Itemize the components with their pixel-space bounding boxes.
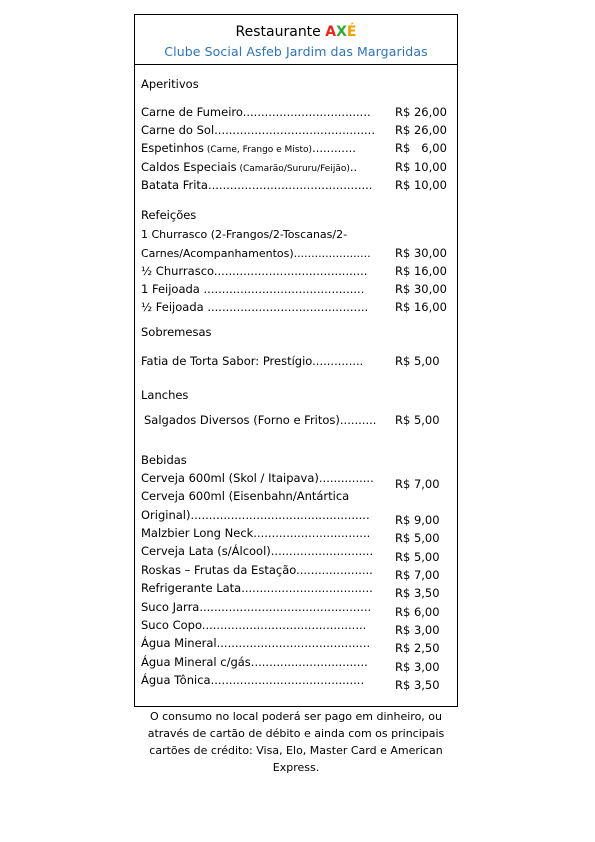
menu-item-price: R$ 30,00: [395, 282, 447, 296]
menu-item-label: Caldos Especiais: [141, 160, 237, 174]
section-title-sobremesas: Sobremesas: [141, 325, 212, 339]
section-title-bebidas: Bebidas: [141, 453, 187, 467]
menu-item-price: R$ 3,50: [395, 586, 440, 600]
payment-note-line: Express.: [272, 761, 320, 774]
menu-item-name: Suco Jarra...............................................: [141, 600, 372, 614]
menu-item-price: R$ 9,00: [395, 513, 440, 527]
menu-item-name: 1 Feijoada ............................................: [141, 282, 365, 296]
menu-item-name: Suco Copo.............................................: [141, 618, 367, 632]
menu-item-detail: (Camarão/Sururu/Feijão): [236, 164, 350, 174]
menu-item-price: R$ 10,00: [395, 160, 447, 174]
menu-item-name: Água Mineral c/gás................................: [141, 655, 368, 669]
menu-item-price: R$ 3,50: [395, 678, 440, 692]
menu-item-name-cont: Original).................................................: [141, 508, 370, 522]
menu-item-price: R$ 3,00: [395, 623, 440, 637]
menu-item-name: [141, 160, 357, 177]
menu-item-price: R$ 26,00: [395, 123, 447, 137]
logo-letter-x: X: [336, 24, 347, 40]
menu-item-name: [141, 141, 356, 158]
menu-item-label: Espetinhos: [141, 141, 204, 155]
menu-item-name: Fatia de Torta Sabor: Prestígio..............: [141, 354, 364, 368]
menu-item-price: R$ 7,00: [395, 477, 440, 491]
menu-box: [134, 14, 458, 707]
menu-item-dots: ..: [349, 160, 358, 174]
menu-item-price: R$ 3,00: [395, 660, 440, 674]
menu-item-price: R$ 16,00: [395, 264, 447, 278]
menu-item-price: R$ 30,00: [395, 246, 447, 260]
menu-item-price: R$ 5,00: [395, 550, 440, 564]
menu-item-name: Batata Frita.............................................: [141, 178, 373, 192]
section-title-lanches: Lanches: [141, 388, 189, 402]
menu-item-name: Água Tônica..........................................: [141, 673, 365, 687]
menu-item-name: ½ Churrasco..........................................: [141, 264, 368, 278]
title-text: Restaurante: [235, 24, 326, 40]
menu-item-price: R$ 5,00: [395, 354, 440, 368]
menu-item-price: R$ 6,00: [395, 141, 447, 155]
menu-item-name: Salgados Diversos (Forno e Fritos)..........: [144, 413, 377, 427]
menu-item-name: Roskas – Frutas da Estação.....................: [141, 563, 373, 577]
menu-item-price: R$ 16,00: [395, 300, 447, 314]
section-title-refeicoes: Refeições: [141, 208, 197, 222]
menu-item-name-cont: Carnes/Acompanhamentos)......................: [141, 247, 371, 260]
menu-item-price: R$ 6,00: [395, 605, 440, 619]
menu-item-dots: ............: [312, 141, 356, 155]
axe-logo: [325, 24, 356, 40]
menu-item-price: R$ 2,50: [395, 641, 440, 655]
menu-item-price: R$ 26,00: [395, 105, 447, 119]
payment-note-line: O consumo no local poderá ser pago em dinheiro, ou: [149, 710, 443, 723]
menu-item-price: R$ 10,00: [395, 178, 447, 192]
menu-item-name: Cerveja 600ml (Eisenbahn/Antártica: [141, 489, 350, 503]
section-title-aperitivos: Aperitivos: [141, 77, 199, 91]
menu-item-name: 1 Churrasco (2-Frangos/2-Toscanas/2-: [141, 228, 348, 241]
menu-item-name: Cerveja 600ml (Skol / Itaipava)...............: [141, 471, 374, 485]
page-subtitle: Clube Social Asfeb Jardim das Margaridas: [164, 44, 428, 59]
payment-note: [134, 708, 458, 776]
payment-note-line: através de cartão de débito e ainda com os principais: [147, 727, 445, 740]
menu-item-name: ½ Feijoada ............................................: [141, 300, 369, 314]
logo-letter-a: A: [325, 24, 337, 40]
menu-item-name: Cerveja Lata (s/Álcool)............................: [141, 544, 374, 558]
menu-item-price: R$ 5,00: [395, 531, 440, 545]
menu-item-name: Carne de Fumeiro...................................: [141, 105, 371, 119]
logo-letter-e: É: [346, 24, 357, 40]
menu-item-name: Carne do Sol............................................: [141, 123, 375, 137]
menu-item-price: R$ 5,00: [395, 413, 440, 427]
menu-item-name: Malzbier Long Neck................................: [141, 526, 371, 540]
menu-item-price: R$ 7,00: [395, 568, 440, 582]
payment-note-line: cartões de crédito: Visa, Elo, Master Card e American: [149, 744, 443, 757]
page-title: [135, 15, 457, 41]
menu-item-name: Refrigerante Lata....................................: [141, 581, 373, 595]
menu-item-detail: (Carne, Frango e Misto): [203, 145, 313, 155]
menu-item-name: Água Mineral..........................................: [141, 636, 371, 650]
menu-header: [135, 15, 457, 65]
